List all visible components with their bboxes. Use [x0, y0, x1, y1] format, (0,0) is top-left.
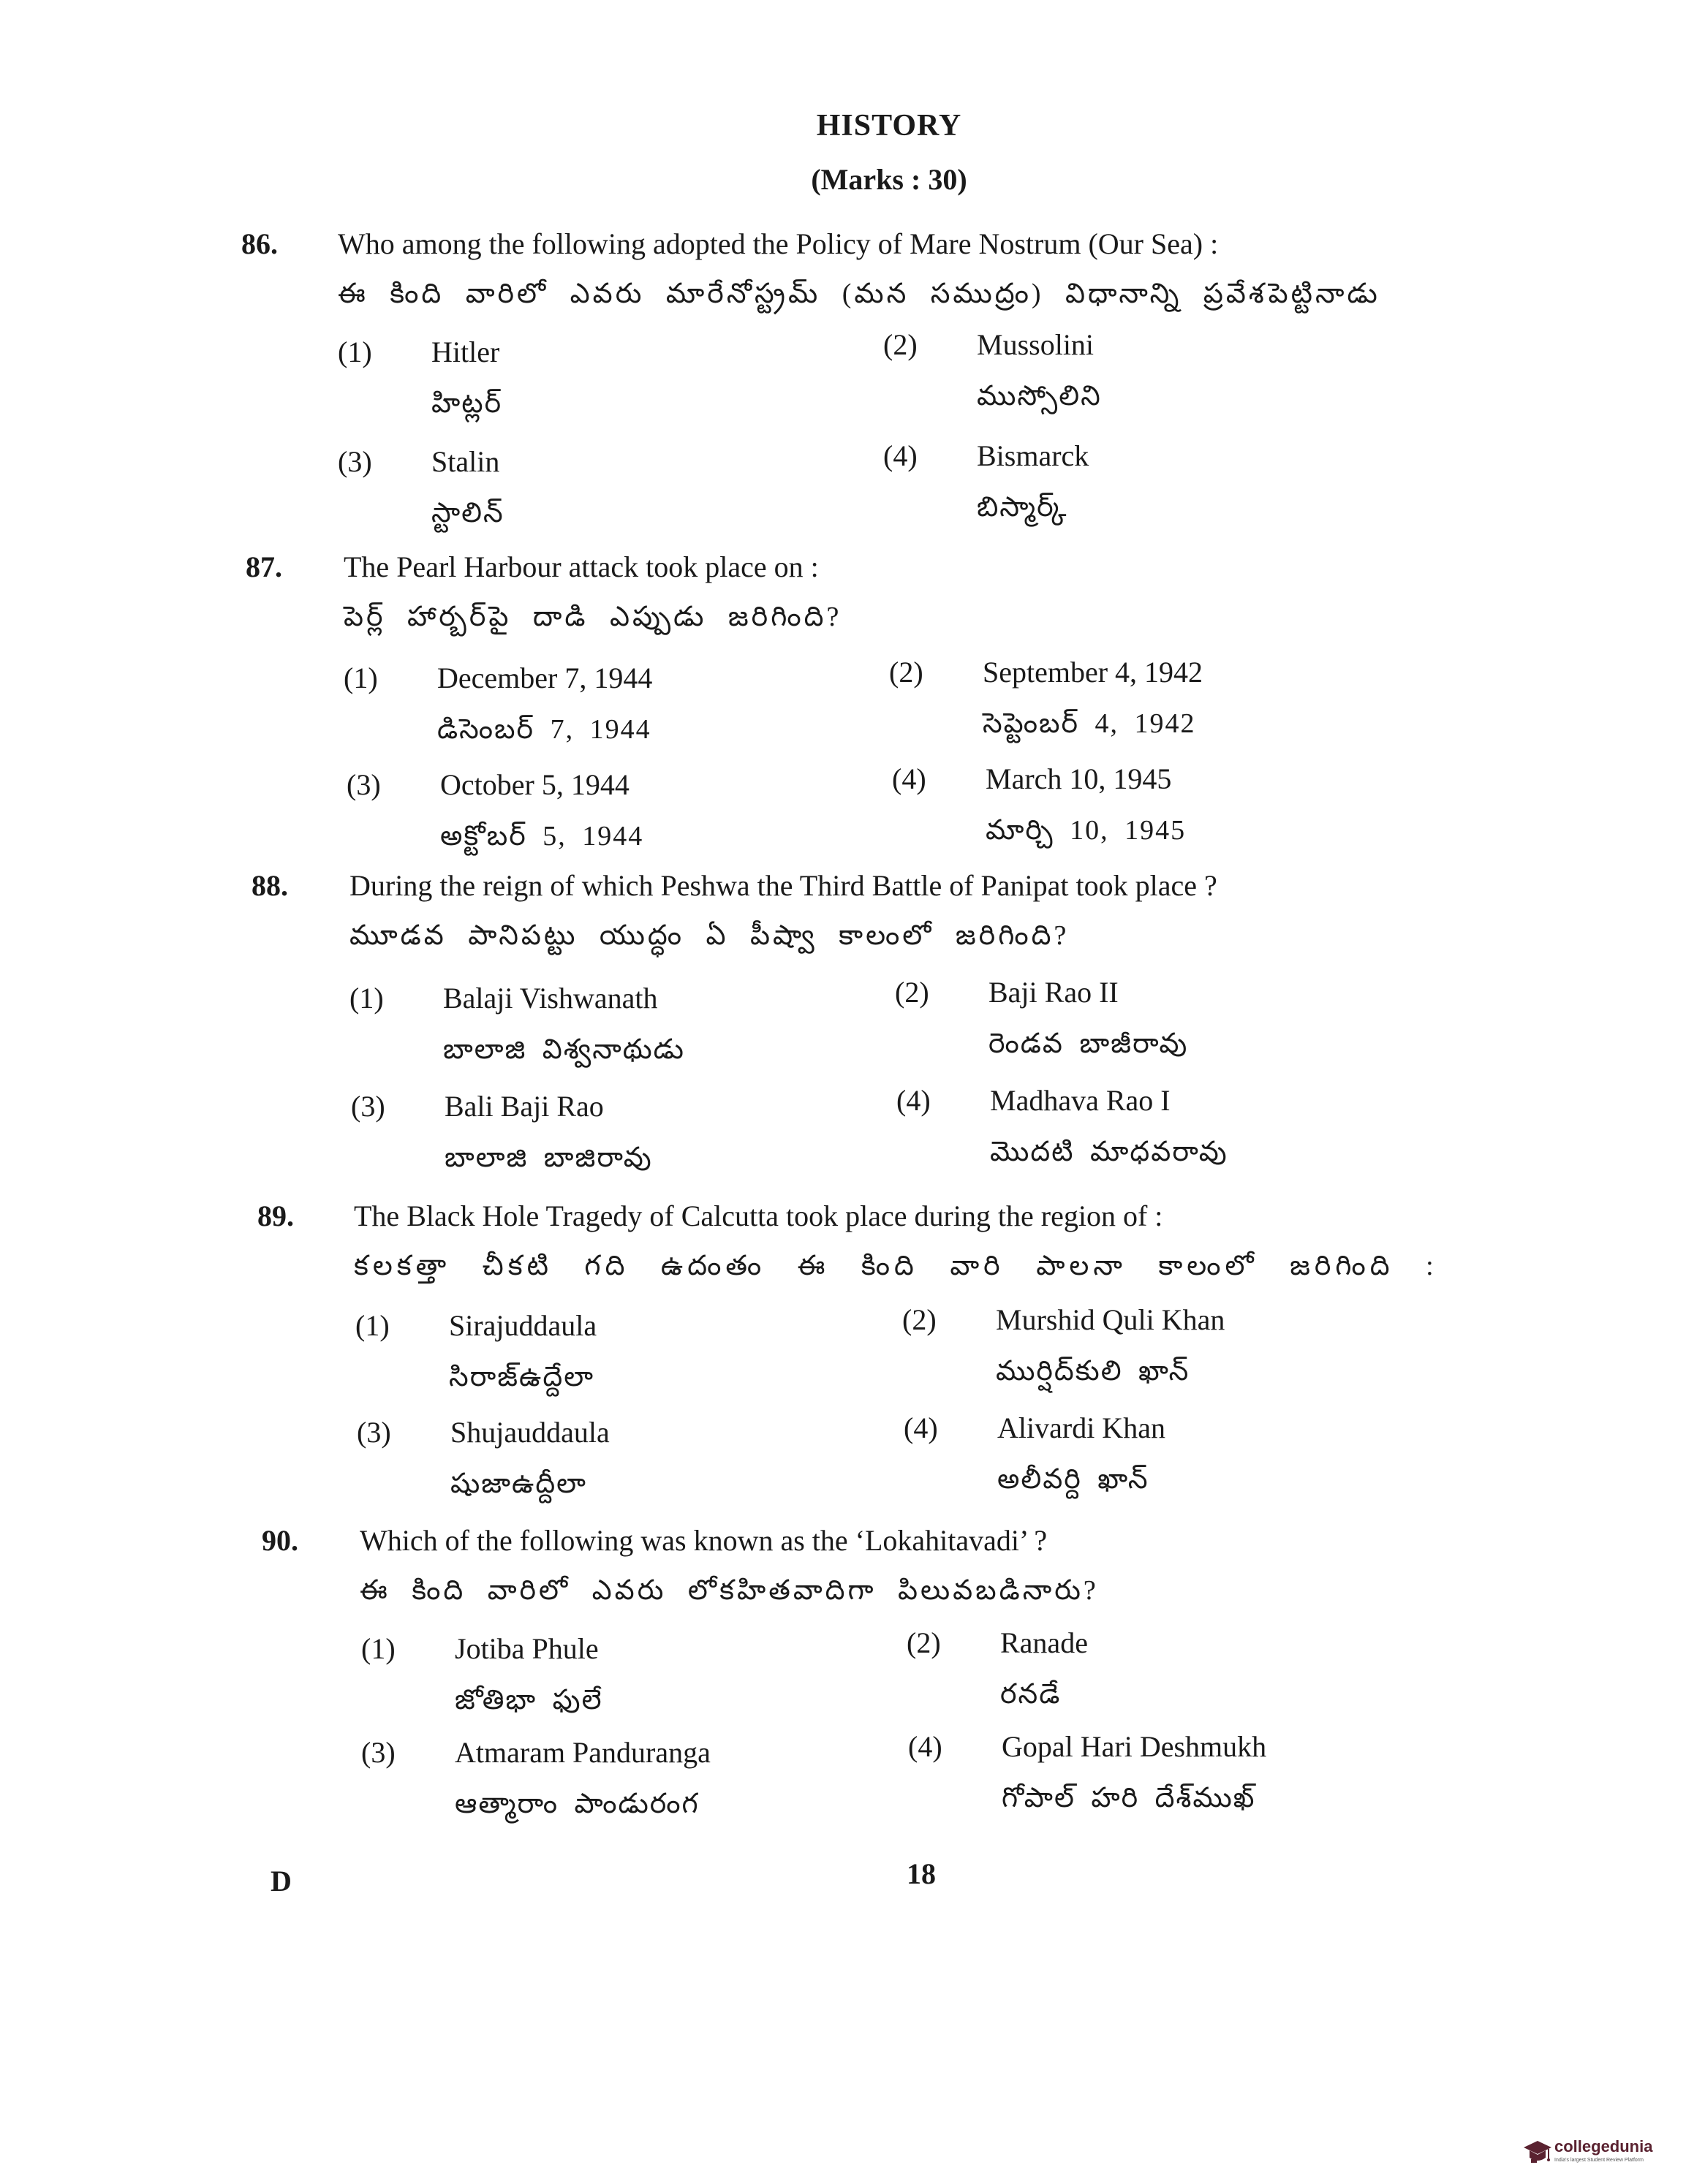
option-text-telugu: మొదటి మాధవరావు: [990, 1137, 1228, 1167]
option-text-telugu: మార్చి 10, 1945: [986, 815, 1187, 846]
option-text: Madhava Rao I: [990, 1084, 1171, 1117]
option-text: September 4, 1942: [983, 656, 1203, 689]
option-number: (4): [883, 439, 918, 472]
paper-set-label: D: [271, 1865, 292, 1897]
option-text: October 5, 1944: [440, 768, 630, 801]
question-text-telugu: మూడవ పానిపట్టు యుద్ధం ఏ పీష్వా కాలంలో జరిగింది?: [349, 920, 1070, 951]
option-text-telugu: అక్టోబర్ 5, 1944: [440, 821, 644, 852]
option-text: Murshid Quli Khan: [996, 1303, 1225, 1336]
option-text-telugu: స్టాలిన్: [431, 498, 504, 528]
option-number: (1): [361, 1632, 396, 1665]
option-text: Bali Baji Rao: [445, 1090, 604, 1123]
brand-name: collegedunia: [1554, 2137, 1653, 2155]
option-text-telugu: షుజాఉద్దీలా: [450, 1468, 587, 1499]
page-number: 18: [907, 1857, 936, 1890]
option-number: (3): [347, 768, 381, 801]
option-number: (2): [895, 976, 929, 1009]
option-text: Ranade: [1000, 1626, 1088, 1659]
option-text-telugu: డిసెంబర్ 7, 1944: [437, 714, 651, 745]
question-text: The Pearl Harbour attack took place on :: [344, 550, 819, 583]
option-text-telugu: రెండవ బాజీరావు: [988, 1028, 1189, 1059]
option-text: Sirajuddaula: [449, 1309, 597, 1342]
option-number: (4): [892, 762, 926, 795]
option-text-telugu: సెప్టెంబర్ 4, 1942: [983, 708, 1196, 739]
option-text: March 10, 1945: [986, 762, 1172, 795]
option-number: (1): [355, 1309, 390, 1342]
option-number: (3): [351, 1090, 385, 1123]
question-text-telugu: ఈ కింది వారిలో ఎవరు మారేనోస్ట్రమ్ (మన సముద్రం) విధానాన్ని ప్రవేశపెట్టినాడు: [338, 278, 1380, 309]
question-text: The Black Hole Tragedy of Calcutta took place during the region of :: [354, 1199, 1163, 1232]
question-text-telugu: ఈ కింది వారిలో ఎవరు లోకహితవాదిగా పిలువబడినారు?: [360, 1575, 1099, 1606]
option-text-telugu: గోపాల్ హరి దేశ్‌ముఖ్: [1002, 1783, 1256, 1813]
option-text-telugu: జోతిభా ఫులే: [455, 1685, 603, 1715]
question-number: 87.: [246, 550, 282, 583]
option-number: (2): [883, 328, 918, 361]
question-text: Who among the following adopted the Policy of Mare Nostrum (Our Sea) :: [338, 227, 1219, 260]
graduation-cap-icon: [1522, 2137, 1553, 2168]
question-number: 89.: [257, 1199, 294, 1232]
option-text: December 7, 1944: [437, 661, 653, 694]
option-text-telugu: బాలాజి బాజిరావు: [445, 1142, 653, 1173]
question-text: During the reign of which Peshwa the Third Battle of Panipat took place ?: [349, 869, 1217, 902]
option-number: (3): [361, 1736, 396, 1769]
question-text: Which of the following was known as the ‘Lokahitavadi’ ?: [360, 1524, 1048, 1557]
question-number: 90.: [262, 1524, 298, 1557]
option-text-telugu: బాలాజి విశ్వనాథుడు: [443, 1034, 685, 1065]
option-text-telugu: సిరాజ్‌ఉద్దేలా: [449, 1362, 594, 1392]
option-text-telugu: ముర్షిద్‌కులి ఖాన్: [996, 1356, 1190, 1387]
question-number: 86.: [241, 227, 278, 260]
option-text: Bismarck: [977, 439, 1089, 472]
option-text: Baji Rao II: [988, 976, 1119, 1009]
option-number: (4): [904, 1411, 938, 1444]
option-number: (1): [338, 335, 372, 368]
option-text-telugu: బిస్మార్క్: [977, 492, 1068, 523]
option-text: Hitler: [431, 335, 500, 368]
option-number: (3): [338, 445, 372, 478]
option-number: (4): [896, 1084, 931, 1117]
section-marks: (Marks : 30): [811, 163, 967, 196]
option-number: (1): [349, 982, 384, 1015]
question-text-telugu: పెర్ల్ హార్బర్‌పై దాడి ఎప్పుడు జరిగింది?: [344, 602, 842, 632]
option-text-telugu: హిట్లర్: [431, 388, 503, 419]
option-text: Balaji Vishwanath: [443, 982, 658, 1015]
option-text: Stalin: [431, 445, 500, 478]
option-text: Mussolini: [977, 328, 1095, 361]
option-text: Jotiba Phule: [455, 1632, 599, 1665]
question-text-telugu: కలకత్తా చీకటి గది ఉదంతం ఈ కింది వారి పాలనా కాలంలో జరిగింది :: [354, 1251, 1438, 1281]
option-number: (1): [344, 661, 378, 694]
option-number: (2): [907, 1626, 941, 1659]
option-number: (2): [902, 1303, 937, 1336]
collegedunia-watermark: [1522, 2137, 1685, 2172]
option-number: (3): [357, 1416, 391, 1449]
section-title: HISTORY: [816, 109, 962, 143]
option-text-telugu: ఆత్మారాం పాండురంగ: [455, 1789, 700, 1819]
option-number: (2): [889, 656, 923, 689]
option-text: Gopal Hari Deshmukh: [1002, 1730, 1267, 1763]
option-number: (4): [908, 1730, 942, 1763]
option-text: Alivardi Khan: [997, 1411, 1165, 1444]
option-text-telugu: రనడే: [1000, 1679, 1062, 1710]
option-text: Atmaram Panduranga: [455, 1736, 711, 1769]
option-text-telugu: ముస్సోలిని: [977, 381, 1102, 412]
option-text: Shujauddaula: [450, 1416, 610, 1449]
question-number: 88.: [252, 869, 288, 902]
brand-tagline: India's largest Student Review Platform: [1554, 2158, 1644, 2163]
option-text-telugu: అలీవర్ది ఖాన్: [997, 1464, 1149, 1495]
